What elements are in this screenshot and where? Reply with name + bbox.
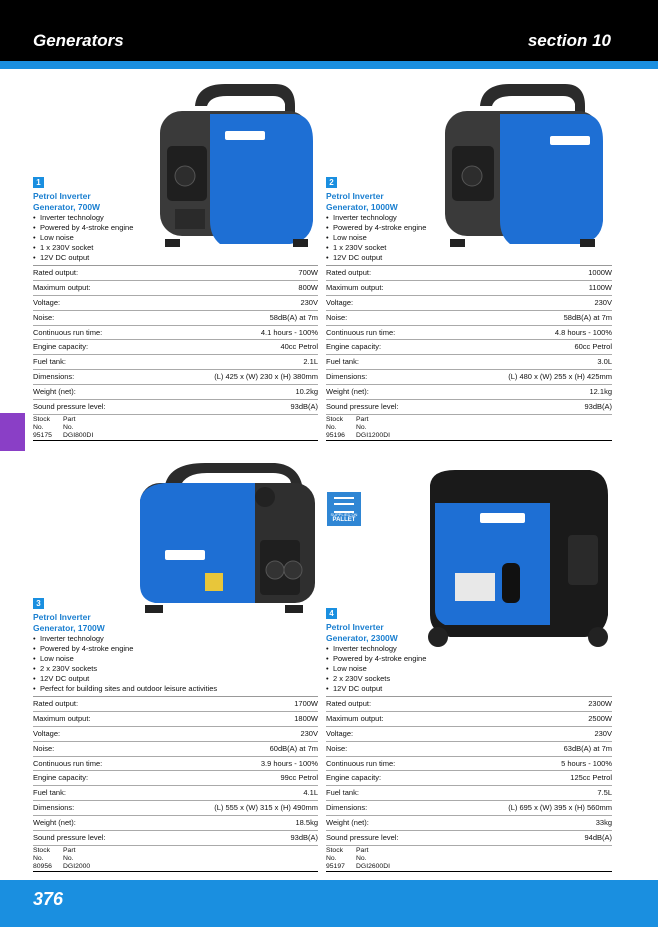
- product-title-line1: Petrol Inverter: [326, 191, 384, 201]
- feature-item: • 1 x 230V socket: [326, 243, 612, 253]
- stock-header: Stock: [33, 846, 50, 854]
- spec-value: 230V: [300, 728, 318, 738]
- spec-row: [33, 385, 318, 400]
- spec-row: [326, 355, 612, 370]
- spec-value: 2.1L: [303, 357, 318, 367]
- feature-item: • Powered by 4-stroke engine: [33, 644, 318, 654]
- spec-value: 58dB(A) at 7m: [269, 312, 318, 322]
- part-number: DGI1200DI: [356, 431, 391, 439]
- spec-row: [33, 340, 318, 355]
- feature-item: • Perfect for building sites and outdoor leisure activities: [33, 684, 318, 694]
- spec-row: [33, 326, 318, 341]
- feature-list: [326, 213, 612, 263]
- stock-header-no: No.: [326, 854, 337, 862]
- spec-label: Fuel tank:: [326, 357, 359, 367]
- product-number-badge: 1: [33, 177, 44, 188]
- spec-label: Weight (net):: [326, 818, 369, 828]
- product-title-line1: Petrol Inverter: [33, 191, 91, 201]
- page-header: [0, 0, 658, 61]
- spec-label: Voltage:: [33, 728, 61, 738]
- spec-row: [326, 326, 612, 341]
- spec-value: 1000W: [588, 268, 612, 277]
- product-title: [33, 612, 318, 634]
- spec-value: 93dB(A): [584, 402, 612, 412]
- spec-label: Continuous run time:: [33, 758, 103, 768]
- part-header-no: No.: [63, 423, 74, 431]
- spec-row: [33, 742, 318, 757]
- spec-label: Continuous run time:: [33, 327, 103, 337]
- spec-row: [326, 400, 612, 415]
- spec-value: 5 hours - 100%: [561, 758, 612, 768]
- spec-value: 2500W: [588, 713, 612, 723]
- product-title-line2: Generator, 1700W: [33, 623, 105, 633]
- spec-value: 10.2kg: [295, 387, 318, 397]
- part-header: Part: [356, 415, 369, 423]
- product-title: [33, 191, 318, 213]
- feature-item: • Inverter technology: [33, 634, 318, 644]
- spec-value: 700W: [298, 268, 318, 277]
- product-block-1: [33, 172, 318, 441]
- spec-label: Voltage:: [326, 297, 354, 307]
- part-header-no: No.: [356, 423, 367, 431]
- part-number: DGI800DI: [63, 431, 94, 439]
- spec-table: [33, 265, 318, 415]
- feature-list: [33, 213, 318, 263]
- spec-row: [326, 742, 612, 757]
- product-title: [326, 622, 612, 644]
- spec-row: [33, 266, 318, 281]
- product-title: [326, 191, 612, 213]
- feature-item: • 12V DC output: [33, 253, 318, 263]
- spec-value: 230V: [594, 728, 612, 738]
- spec-row: [326, 340, 612, 355]
- spec-label: Sound pressure level:: [326, 402, 399, 412]
- spec-value: 7.5L: [597, 788, 612, 798]
- spec-label: Sound pressure level:: [33, 833, 106, 843]
- stock-number: 80956: [33, 862, 52, 870]
- section-tab-marker: [0, 413, 25, 451]
- spec-label: Dimensions:: [33, 803, 75, 813]
- spec-label: Noise:: [33, 312, 55, 322]
- spec-row: [326, 712, 612, 727]
- spec-value: 60cc Petrol: [574, 342, 612, 352]
- feature-item: • 12V DC output: [326, 684, 612, 694]
- spec-row: [33, 296, 318, 311]
- part-header-no: No.: [63, 854, 74, 862]
- spec-row: [326, 281, 612, 296]
- product-title-line2: Generator, 1000W: [326, 202, 398, 212]
- pallet-badge-line2: PALLET: [332, 517, 356, 523]
- spec-value: 3.9 hours - 100%: [260, 758, 318, 768]
- spec-value: 4.1 hours - 100%: [260, 327, 318, 337]
- spec-value: 18.5kg: [295, 818, 318, 828]
- stock-header: Stock: [33, 415, 50, 423]
- spec-row: [33, 831, 318, 846]
- feature-item: • Inverter technology: [33, 213, 318, 223]
- spec-label: Continuous run time:: [326, 758, 396, 768]
- spec-value: (L) 555 x (W) 315 x (H) 490mm: [214, 803, 318, 813]
- spec-value: 99cc Petrol: [280, 773, 318, 783]
- spec-label: Engine capacity:: [33, 773, 89, 783]
- spec-value: 12.1kg: [589, 387, 612, 397]
- spec-label: Weight (net):: [33, 387, 76, 397]
- feature-item: • 12V DC output: [326, 253, 612, 263]
- feature-item: • Inverter technology: [326, 644, 612, 654]
- part-header-no: No.: [356, 854, 367, 862]
- spec-label: Maximum output:: [33, 713, 91, 723]
- spec-value: 230V: [300, 297, 318, 307]
- spec-row: [33, 281, 318, 296]
- stock-number: 95197: [326, 862, 345, 870]
- spec-label: Continuous run time:: [326, 327, 396, 337]
- product-block-2: [326, 172, 612, 441]
- spec-value: 60dB(A) at 7m: [269, 743, 318, 753]
- page-number: 376: [33, 889, 64, 909]
- feature-item: • 2 x 230V sockets: [326, 674, 612, 684]
- spec-value: 58dB(A) at 7m: [563, 312, 612, 322]
- spec-row: [326, 311, 612, 326]
- spec-row: [326, 296, 612, 311]
- spec-row: [33, 311, 318, 326]
- spec-label: Weight (net):: [33, 818, 76, 828]
- spec-label: Fuel tank:: [33, 357, 66, 367]
- product-title-line1: Petrol Inverter: [33, 612, 91, 622]
- spec-row: [33, 816, 318, 831]
- spec-row: [33, 697, 318, 712]
- header-accent-strip: [0, 61, 658, 69]
- spec-label: Engine capacity:: [326, 773, 382, 783]
- spec-label: Fuel tank:: [33, 788, 66, 798]
- stock-table: [326, 416, 612, 441]
- stock-header-no: No.: [33, 423, 44, 431]
- spec-row: [326, 771, 612, 786]
- spec-value: 3.0L: [597, 357, 612, 367]
- spec-row: [33, 771, 318, 786]
- feature-item: • Powered by 4-stroke engine: [33, 223, 318, 233]
- spec-label: Rated output:: [326, 699, 372, 708]
- stock-header: Stock: [326, 846, 343, 854]
- spec-value: 125cc Petrol: [570, 773, 612, 783]
- spec-label: Dimensions:: [326, 372, 368, 382]
- product-title-line2: Generator, 2300W: [326, 633, 398, 643]
- product-number-badge: 4: [326, 608, 337, 619]
- product-block-4: [326, 603, 612, 872]
- spec-label: Rated output:: [33, 268, 79, 277]
- spec-label: Sound pressure level:: [33, 402, 106, 412]
- product-title-line2: Generator, 700W: [33, 202, 101, 212]
- spec-label: Fuel tank:: [326, 788, 359, 798]
- spec-value: (L) 480 x (W) 255 x (H) 425mm: [508, 372, 612, 382]
- stock-table: [326, 847, 612, 872]
- part-header: Part: [63, 846, 76, 854]
- spec-table: [326, 696, 612, 846]
- spec-row: [326, 816, 612, 831]
- stock-header: Stock: [326, 415, 343, 423]
- pallet-badge-line1: SUPPLIED ON: [330, 512, 358, 517]
- spec-value: 94dB(A): [584, 833, 612, 843]
- feature-list: [33, 634, 318, 694]
- spec-value: 33kg: [595, 818, 612, 828]
- feature-item: • Low noise: [33, 233, 318, 243]
- spec-row: [33, 400, 318, 415]
- spec-label: Maximum output:: [326, 282, 384, 292]
- spec-label: Voltage:: [33, 297, 61, 307]
- spec-row: [326, 757, 612, 772]
- spec-value: 1100W: [588, 282, 612, 292]
- stock-table: [33, 416, 318, 441]
- stock-number: 95196: [326, 431, 345, 439]
- stock-header-no: No.: [326, 423, 337, 431]
- feature-item: • Powered by 4-stroke engine: [326, 223, 612, 233]
- spec-value: 1800W: [294, 713, 318, 723]
- spec-label: Rated output:: [33, 699, 79, 708]
- spec-row: [326, 370, 612, 385]
- part-number: DGI2600DI: [356, 862, 391, 870]
- spec-row: [326, 801, 612, 816]
- stock-table: [33, 847, 318, 872]
- spec-label: Dimensions:: [326, 803, 368, 813]
- spec-row: [326, 831, 612, 846]
- spec-value: 4.8 hours - 100%: [554, 327, 612, 337]
- product-number-badge: 2: [326, 177, 337, 188]
- spec-value: (L) 425 x (W) 230 x (H) 380mm: [214, 372, 318, 382]
- part-number: DGI2000: [63, 862, 91, 870]
- feature-item: • 1 x 230V socket: [33, 243, 318, 253]
- spec-label: Engine capacity:: [33, 342, 89, 352]
- page-title: Generators: [33, 31, 124, 50]
- page-footer: [0, 880, 658, 927]
- spec-value: 63dB(A) at 7m: [563, 743, 612, 753]
- spec-value: 93dB(A): [290, 833, 318, 843]
- spec-value: 2300W: [588, 699, 612, 708]
- part-header: Part: [63, 415, 76, 423]
- spec-label: Noise:: [326, 312, 348, 322]
- spec-table: [33, 696, 318, 846]
- spec-value: 93dB(A): [290, 402, 318, 412]
- spec-label: Maximum output:: [33, 282, 91, 292]
- product-number-badge: 3: [33, 598, 44, 609]
- feature-item: • 12V DC output: [33, 674, 318, 684]
- stock-header-no: No.: [33, 854, 44, 862]
- stock-number: 95175: [33, 431, 52, 439]
- feature-item: • 2 x 230V sockets: [33, 664, 318, 674]
- part-header: Part: [356, 846, 369, 854]
- spec-value: 4.1L: [303, 788, 318, 798]
- spec-label: Voltage:: [326, 728, 354, 738]
- feature-item: • Inverter technology: [326, 213, 612, 223]
- pallet-icon: [334, 497, 354, 513]
- spec-label: Noise:: [326, 743, 348, 753]
- spec-label: Dimensions:: [33, 372, 75, 382]
- spec-value: 1700W: [294, 699, 318, 708]
- spec-label: Weight (net):: [326, 387, 369, 397]
- spec-label: Engine capacity:: [326, 342, 382, 352]
- product-title-line1: Petrol Inverter: [326, 622, 384, 632]
- section-label: section 10: [527, 31, 611, 50]
- spec-label: Maximum output:: [326, 713, 384, 723]
- feature-list: [326, 644, 612, 694]
- spec-label: Noise:: [33, 743, 55, 753]
- spec-row: [33, 727, 318, 742]
- spec-row: [326, 266, 612, 281]
- feature-item: • Low noise: [326, 233, 612, 243]
- spec-value: 40cc Petrol: [280, 342, 318, 352]
- spec-value: 800W: [298, 282, 318, 292]
- spec-label: Rated output:: [326, 268, 372, 277]
- spec-value: (L) 695 x (W) 395 x (H) 560mm: [508, 803, 612, 813]
- spec-row: [326, 697, 612, 712]
- generator-1700w-image: [135, 455, 320, 615]
- spec-row: [326, 385, 612, 400]
- feature-item: • Low noise: [326, 664, 612, 674]
- spec-value: 230V: [594, 297, 612, 307]
- feature-item: • Low noise: [33, 654, 318, 664]
- feature-item: • Powered by 4-stroke engine: [326, 654, 612, 664]
- spec-row: [33, 712, 318, 727]
- spec-row: [33, 370, 318, 385]
- spec-row: [33, 801, 318, 816]
- supplied-on-pallet-badge: [327, 492, 361, 526]
- spec-row: [33, 757, 318, 772]
- spec-table: [326, 265, 612, 415]
- spec-row: [326, 727, 612, 742]
- spec-row: [33, 786, 318, 801]
- spec-row: [326, 786, 612, 801]
- spec-label: Sound pressure level:: [326, 833, 399, 843]
- spec-row: [33, 355, 318, 370]
- product-block-3: [33, 593, 318, 872]
